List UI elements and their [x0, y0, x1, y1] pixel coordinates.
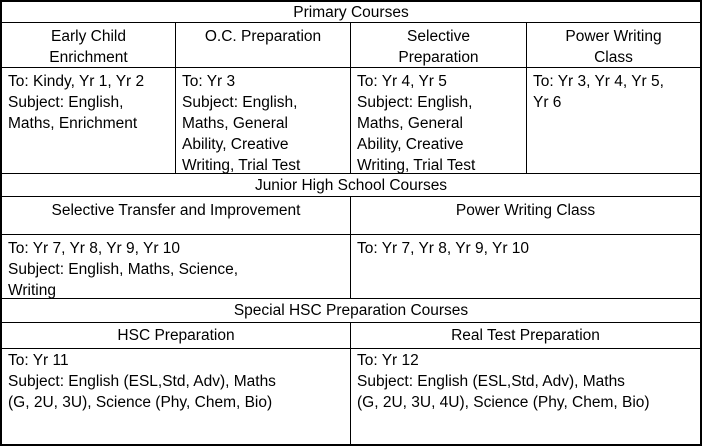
details-line: Subject: English, [8, 94, 124, 111]
details-line: Writing, Trial Test [357, 157, 476, 174]
course-name-line: Power Writing Class [455, 202, 596, 219]
junior-section-title [0, 174, 702, 197]
course-name-line: Real Test Preparation [451, 327, 600, 344]
hsc-section-title [0, 299, 702, 323]
course-header-power-writing [527, 23, 702, 68]
course-name-line: Enrichment [49, 49, 128, 66]
details-line: Subject: English (ESL,Std, Adv), Maths [8, 373, 276, 390]
course-name-line: Selective [407, 28, 470, 45]
primary-section-title-text: Primary Courses [293, 3, 409, 21]
details-line: To: Yr 3 [182, 73, 236, 90]
course-name-line: HSC Preparation [117, 327, 235, 344]
details-line: To: Yr 12 [357, 352, 419, 369]
course-details-selective-transfer [0, 235, 351, 299]
details-line: Writing [8, 282, 56, 299]
details-line: To: Yr 7, Yr 8, Yr 9, Yr 10 [8, 240, 181, 257]
course-name-line: Early Child [51, 28, 126, 45]
details-line: Ability, Creative [182, 136, 289, 153]
details-line: To: Kindy, Yr 1, Yr 2 [8, 73, 145, 90]
course-name-line: Power Writing [565, 28, 662, 45]
course-name-line: O.C. Preparation [204, 28, 322, 45]
course-details-early-child [0, 68, 176, 174]
junior-section-title-text: Junior High School Courses [254, 176, 448, 194]
course-name-line: Preparation [398, 49, 479, 66]
details-line: Yr 6 [533, 94, 562, 111]
details-line: Ability, Creative [357, 136, 464, 153]
course-header-junior-power-writing [351, 197, 702, 235]
details-line: Maths, General [182, 115, 288, 132]
course-header-real-test-preparation [351, 323, 702, 349]
details-line: Subject: English, Maths, Science, [8, 261, 239, 278]
details-line: To: Yr 3, Yr 4, Yr 5, [533, 73, 664, 90]
course-details-real-test-preparation [351, 349, 702, 446]
details-line: Subject: English, [182, 94, 298, 111]
details-line: To: Yr 4, Yr 5 [357, 73, 447, 90]
course-details-power-writing [527, 68, 702, 174]
primary-section-title [0, 0, 702, 23]
hsc-section-title-text: Special HSC Preparation Courses [233, 302, 469, 319]
course-header-hsc-preparation [0, 323, 351, 349]
details-line: To: Yr 7, Yr 8, Yr 9, Yr 10 [357, 240, 530, 257]
course-details-oc-preparation [176, 68, 351, 174]
details-line: (G, 2U, 3U, 4U), Science (Phy, Chem, Bio) [357, 394, 650, 411]
details-line: Subject: English, [357, 94, 473, 111]
course-header-oc-preparation [176, 23, 351, 68]
details-line: Maths, General [357, 115, 463, 132]
details-line: Writing, Trial Test [182, 157, 301, 174]
course-header-selective-transfer [0, 197, 351, 235]
details-line: Subject: English (ESL,Std, Adv), Maths [357, 373, 625, 390]
course-details-hsc-preparation [0, 349, 351, 446]
course-header-selective-preparation [351, 23, 527, 68]
course-name-line: Class [594, 49, 633, 66]
course-header-early-child [0, 23, 176, 68]
details-line: To: Yr 11 [8, 352, 69, 369]
details-line: Maths, Enrichment [8, 115, 138, 132]
course-name-line: Selective Transfer and Improvement [51, 202, 301, 219]
course-details-junior-power-writing [351, 235, 702, 299]
course-details-selective-preparation [351, 68, 527, 174]
details-line: (G, 2U, 3U), Science (Phy, Chem, Bio) [8, 394, 273, 411]
